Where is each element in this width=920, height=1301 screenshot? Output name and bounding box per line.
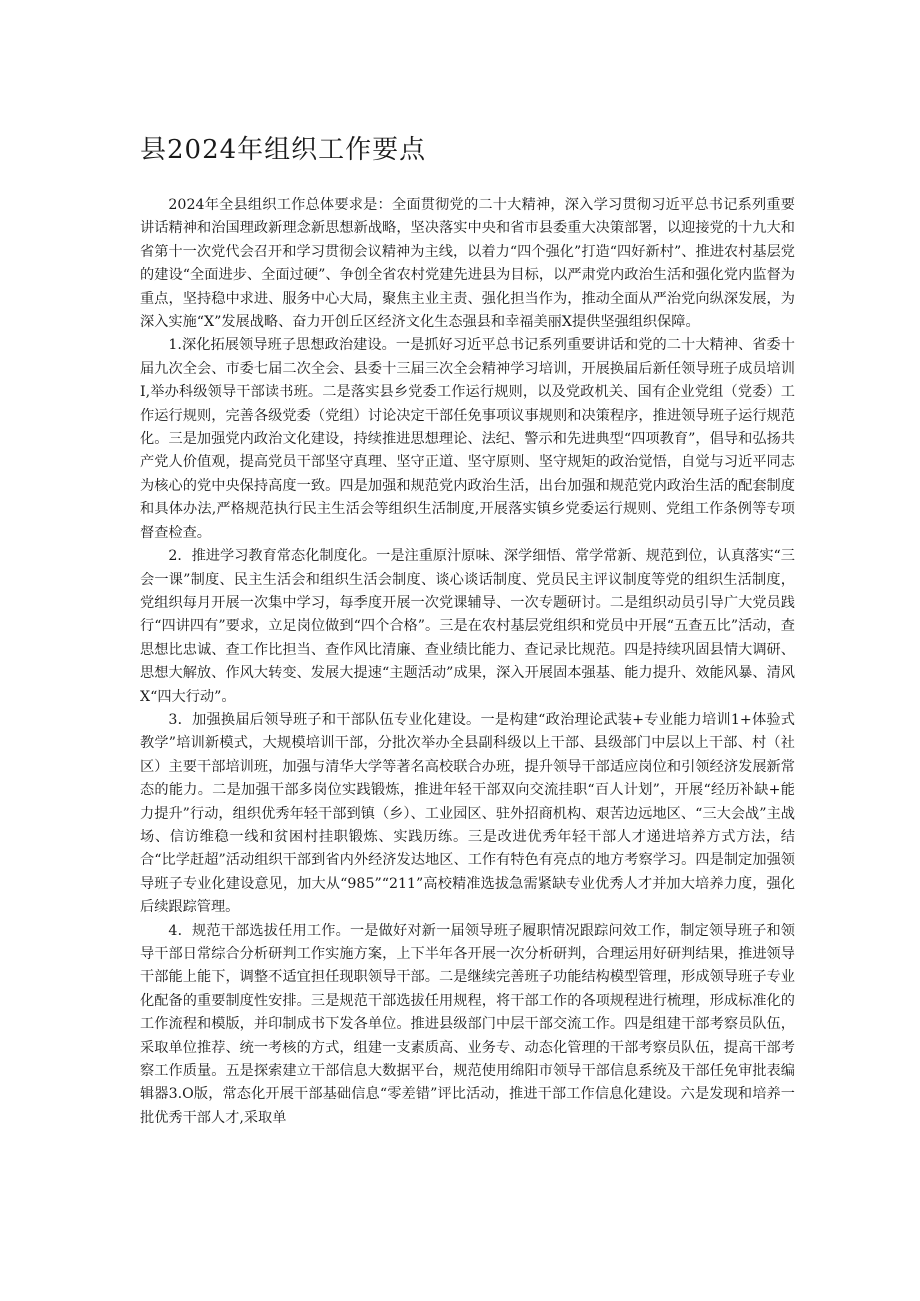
paragraph-section-1: 1.深化拓展领导班子思想政治建设。一是抓好习近平总书记系列重要讲话和党的二十大精神、省委十届九次全会、市委七届二次全会、县委十三届三次全会精神学习培训，开展换届后新任领导班子成员培训I,举办科级领导干部读书班。二是落实县乡党委工作运行规则，以及党政机关、国有企业党组（党委）工作运行规则，完善各级党委（党组）讨论决定干部任免事项议事规则和决策程序，推进领导班子运行规范化。三是加强党内政治文化建设，持续推进思想理论、法纪、警示和先进典型“四项教育”，倡导和弘扬共产党人价值观，提高党员干部坚守真理、坚守正道、坚守原则、坚守规矩的政治觉悟，自觉与习近平同志为核心的党中央保持高度一致。四是加强和规范党内政治生活，出台加强和规范党内政治生活的配套制度和具体办法,严格规范执行民主生活会等组织生活制度,开展落实镇乡党委运行规则、党组工作条例等专项督查检查。 — [140, 337, 795, 541]
document-page — [140, 128, 795, 1130]
document-title: 县2024年组织工作要点 — [140, 135, 427, 165]
paragraph-section-4: 4．规范干部选拔任用工作。一是做好对新一届领导班子履职情况跟踪问效工作，制定领导班子和领导干部日常综合分析研判工作实施方案，上下半年各开展一次分析研判，合理运用好研判结果，推进领导干部能上能下，调整不适宜担任现职领导干部。二是继续完善班子功能结构模型管理，形成领导班子专业化配备的重要制度性安排。三是规范干部选拔任用规程，将干部工作的各项规程进行梳理，形成标准化的工作流程和模版，并印制成书下发各单位。推进县级部门中层干部交流工作。四是组建干部考察员队伍，采取单位推荐、统一考核的方式，组建一支素质高、业务专、动态化管理的干部考察员队伍，提高干部考察工作质量。五是探索建立干部信息大数据平台，规范使用绵阳市领导干部信息系统及干部任免审批表编辑器3.O版，常态化开展干部基础信息“零差错”评比活动，推进干部工作信息化建设。六是发现和培养一批优秀干部人才,采取单 — [140, 922, 795, 1126]
paragraph-section-2: 2．推进学习教育常态化制度化。一是注重原汁原味、深学细悟、常学常新、规范到位，认真落实“三会一课”制度、民主生活会和组织生活会制度、谈心谈话制度、党员民主评议制度等党的组织生活制度，党组织每月开展一次集中学习，每季度开展一次党课辅导、一次专题研讨。二是组织动员引导广大党员践行“四讲四有”要求，立足岗位做到“四个合格”。三是在农村基层党组织和党员中开展“五查五比”活动，查思想比忠诚、查工作比担当、查作风比清廉、查业绩比能力、查记录比规范。四是持续巩固县情大调研、思想大解放、作风大转变、发展大提速“主题活动”成果，深入开展固本强基、能力提升、效能风暴、清风X“四大行动”。 — [140, 548, 795, 705]
paragraph-intro: 2024年全县组织工作总体要求是：全面贯彻党的二十大精神，深入学习贯彻习近平总书记系列重要讲话精神和治国理政新理念新思想新战略，坚决落实中央和省市县委重大决策部署，以迎接党的十九大和省第十一次党代会召开和学习贯彻会议精神为主线，以着力“四个强化”打造“四好新村”、推进农村基层党的建设“全面进步、全面过硬”、争创全省农村党建先进县为目标，以严肃党内政治生活和强化党内监督为重点，坚持稳中求进、服务中心大局，聚焦主业主责、强化担当作为，推动全面从严治党向纵深发展，为深入实施“X”发展战略、奋力开创丘区经济文化生态强县和幸福美丽X提供坚强组织保障。 — [140, 197, 795, 331]
paragraph-section-3: 3．加强换届后领导班子和干部队伍专业化建设。一是构建“政治理论武装+专业能力培训1+体验式教学”培训新模式，大规模培训干部，分批次举办全县副科级以上干部、县级部门中层以上干部、村（社区）主要干部培训班，加强与清华大学等著名高校联合办班，提升领导干部适应岗位和引领经济发展新常态的能力。二是加强干部多岗位实践锻炼，推进年轻干部双向交流挂职“百人计划”，开展“经历补缺+能力提升”行动，组织优秀年轻干部到镇（乡）、工业园区、驻外招商机构、艰苦边远地区、“三大会战”主战场、信访维稳一线和贫困村挂职锻炼、实践历练。三是改进优秀年轻干部人才递进培养方式方法，结合“比学赶超”活动组织干部到省内外经济发达地区、工作有特色有亮点的地方考察学习。四是制定加强领导班子专业化建设意见，加大从“985”“211”高校精准选拔急需紧缺专业优秀人才并加大培养力度，强化后续跟踪管理。 — [140, 711, 795, 916]
